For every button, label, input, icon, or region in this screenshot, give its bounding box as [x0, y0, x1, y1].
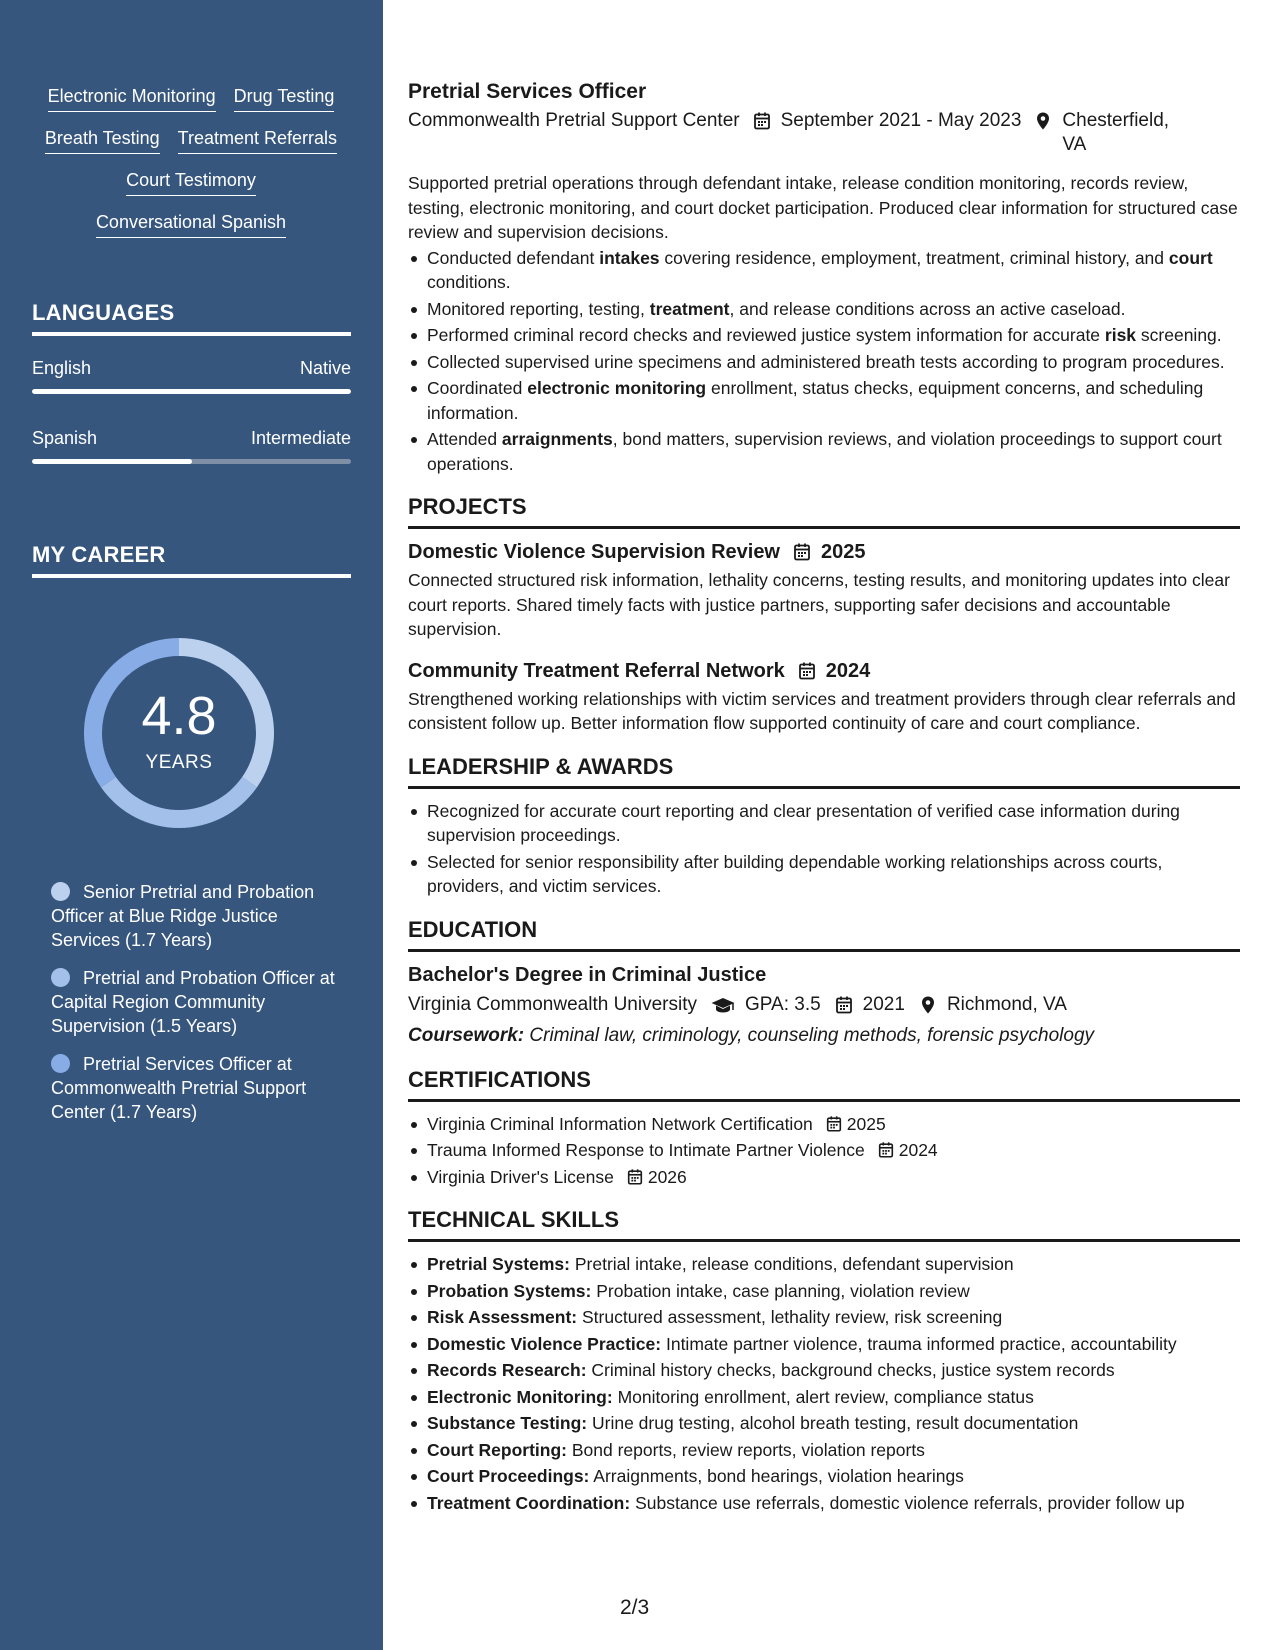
education-location-group	[918, 992, 1067, 1018]
certification-item	[408, 1112, 1240, 1137]
technical-skills-heading: TECHNICAL SKILLS	[408, 1207, 1240, 1242]
project-description: Connected structured risk information, lethality concerns, testing results, and monitoring updates into clear court reports. Shared timely facts with justice partners, supporting safer decisions and accountable supervision.	[408, 570, 1230, 639]
language-level: Native	[299, 358, 351, 378]
technical-skill-value: Pretrial intake, release conditions, defendant supervision	[574, 1254, 1014, 1274]
certification-name: Virginia Criminal Information Network Certification	[427, 1113, 813, 1134]
technical-skill-label: Treatment Coordination:	[427, 1492, 631, 1513]
language-name: Spanish	[32, 428, 98, 448]
technical-skill-value: Criminal history checks, background checks, justice system records	[591, 1360, 1115, 1380]
technical-skill-value: Structured assessment, lethality review, risk screening	[582, 1307, 1003, 1327]
projects-list	[408, 539, 1240, 736]
language-row-english	[32, 358, 351, 379]
technical-skill-label: Substance Testing:	[427, 1413, 588, 1433]
education-entry	[408, 962, 1240, 1049]
job-meta	[408, 109, 1240, 157]
technical-skill-value: Bond reports, review reports, violation reports	[571, 1439, 925, 1460]
technical-skill-label: Probation Systems:	[427, 1280, 592, 1301]
education-gpa-group	[710, 992, 821, 1018]
technical-skill-value: Urine drug testing, alcohol breath testing, result documentation	[592, 1413, 1079, 1433]
technical-skill-label: Court Proceedings:	[427, 1466, 590, 1486]
project-title-row	[408, 658, 1240, 684]
project-year: 2024	[825, 659, 871, 682]
education-location: Richmond, VA	[946, 993, 1067, 1015]
language-name: English	[32, 358, 92, 378]
career-total-unit: YEARS	[145, 752, 213, 773]
job-company: Commonwealth Pretrial Support Center	[408, 110, 740, 131]
technical-skill-item	[408, 1305, 1240, 1330]
certification-year: 2026	[647, 1166, 687, 1187]
career-donut-center	[66, 620, 292, 846]
language-bar-english	[32, 389, 351, 394]
project-title: Domestic Violence Supervision Review	[408, 541, 780, 563]
graduation-cap-icon	[710, 994, 736, 1016]
calendar-icon	[626, 1167, 644, 1187]
coursework-text: Criminal law, criminology, counseling methods, forensic psychology	[529, 1024, 1095, 1046]
career-dot	[51, 1054, 70, 1073]
technical-skill-value: Substance use referrals, domestic violence referrals, provider follow up	[635, 1492, 1185, 1513]
sidebar	[0, 0, 383, 1650]
career-item-text: Pretrial Services Officer at Commonwealth Pretrial Support Center (1.7 Years)	[51, 1054, 307, 1122]
language-level: Intermediate	[250, 428, 351, 448]
language-bar-fill	[32, 459, 192, 464]
technical-skill-label: Risk Assessment:	[427, 1307, 578, 1327]
technical-skill-label: Court Reporting:	[427, 1439, 567, 1460]
calendar-icon	[834, 994, 854, 1016]
technical-skill-label: Domestic Violence Practice:	[427, 1333, 662, 1354]
technical-skill-item	[408, 1411, 1240, 1436]
certification-year: 2024	[898, 1140, 938, 1160]
job-bullet: Conducted defendant intakes covering residence, employment, treatment, criminal history, and court conditions.	[408, 246, 1240, 295]
project-title: Community Treatment Referral Network	[408, 659, 785, 682]
technical-skill-item	[408, 1385, 1240, 1410]
job-location-group	[1033, 109, 1183, 157]
certification-name: Trauma Informed Response to Intimate Partner Violence	[427, 1140, 865, 1160]
skill-tag: Conversational Spanish	[96, 210, 286, 238]
languages-heading: LANGUAGES	[32, 300, 351, 336]
skill-tags	[32, 84, 350, 238]
technical-skill-item	[408, 1491, 1240, 1516]
calendar-icon	[825, 1114, 843, 1134]
technical-skill-value: Intimate partner violence, trauma informed practice, accountability	[665, 1333, 1177, 1354]
technical-skill-item	[408, 1438, 1240, 1463]
job-dates-group	[752, 109, 1022, 157]
project-description: Strengthened working relationships with victim services and treatment providers through clear referrals and consistent follow up. Better information flow supported continuity of care and court compliance.	[408, 688, 1236, 733]
career-donut	[66, 620, 292, 846]
certification-item	[408, 1138, 1240, 1163]
career-item	[51, 1052, 341, 1124]
page-number: 2/3	[620, 1596, 650, 1619]
calendar-icon	[792, 541, 812, 563]
technical-skill-item	[408, 1358, 1240, 1383]
technical-skill-value: Monitoring enrollment, alert review, compliance status	[617, 1386, 1034, 1407]
coursework-label: Coursework:	[408, 1024, 525, 1046]
education-year: 2021	[862, 993, 905, 1015]
skill-tag: Treatment Referrals	[178, 126, 337, 154]
leadership-item: Recognized for accurate court reporting and clear presentation of verified case information during supervision proceedings.	[408, 799, 1240, 848]
education-school: Virginia Commonwealth University	[408, 993, 697, 1015]
career-item	[51, 880, 341, 952]
technical-skill-item	[408, 1464, 1240, 1489]
calendar-icon	[877, 1140, 895, 1160]
technical-skill-label: Pretrial Systems:	[427, 1254, 570, 1274]
project-year: 2025	[821, 541, 866, 563]
project-title-row	[408, 539, 1240, 565]
job-bullet: Attended arraignments, bond matters, supervision reviews, and violation proceedings to support court operations.	[408, 427, 1240, 476]
education-heading: EDUCATION	[408, 917, 1240, 952]
project-item	[408, 539, 1240, 642]
job-bullet: Collected supervised urine specimens and administered breath tests according to program procedures.	[408, 350, 1240, 375]
language-bar-fill	[32, 389, 351, 394]
career-item-text: Pretrial and Probation Officer at Capital Region Community Supervision (1.5 Years)	[51, 968, 335, 1036]
language-bar-spanish	[32, 459, 351, 464]
technical-skill-item	[408, 1279, 1240, 1304]
projects-heading: PROJECTS	[408, 494, 1240, 529]
leadership-item: Selected for senior responsibility after building dependable working relationships across courts, providers, and victim services.	[408, 850, 1240, 899]
calendar-icon	[797, 660, 817, 682]
career-item-text: Senior Pretrial and Probation Officer at Blue Ridge Justice Services (1.7 Years)	[51, 882, 315, 950]
job-bullet: Coordinated electronic monitoring enrollment, status checks, equipment concerns, and scheduling information.	[408, 376, 1240, 425]
experience-entry	[408, 78, 1240, 476]
main-content	[408, 78, 1240, 1517]
skill-tag: Court Testimony	[126, 168, 256, 196]
skill-tag: Breath Testing	[45, 126, 160, 154]
career-total-value: 4.8	[141, 686, 217, 746]
leadership-heading: LEADERSHIP & AWARDS	[408, 754, 1240, 789]
certification-item	[408, 1165, 1240, 1190]
language-row-spanish	[32, 428, 351, 449]
technical-skill-item	[408, 1252, 1240, 1277]
career-heading: MY CAREER	[32, 542, 351, 578]
job-title: Pretrial Services Officer	[408, 80, 647, 103]
job-bullet: Monitored reporting, testing, treatment, and release conditions across an active caseload.	[408, 297, 1240, 322]
certifications-heading: CERTIFICATIONS	[408, 1067, 1240, 1102]
job-bullets	[408, 246, 1240, 477]
skill-tag: Drug Testing	[234, 84, 335, 112]
job-location: Chesterfield, VA	[1062, 110, 1170, 155]
certification-name: Virginia Driver's License	[427, 1166, 614, 1187]
career-list	[51, 880, 341, 1138]
job-summary: Supported pretrial operations through defendant intake, release condition monitoring, records review, testing, electronic monitoring, and court docket participation. Produced clear information for structured case review and supervision decisions.	[408, 173, 1238, 242]
technical-skill-value: Arraignments, bond hearings, violation hearings	[593, 1466, 964, 1486]
job-dates: September 2021 - May 2023	[780, 110, 1022, 131]
calendar-icon	[752, 109, 772, 133]
map-pin-icon	[918, 994, 938, 1016]
career-item	[51, 966, 341, 1038]
career-dot	[51, 968, 70, 987]
job-bullet: Performed criminal record checks and reviewed justice system information for accurate risk screening.	[408, 323, 1240, 348]
education-coursework	[408, 1023, 1240, 1049]
education-year-group	[834, 992, 905, 1018]
education-meta	[408, 992, 1240, 1018]
career-dot	[51, 882, 70, 901]
education-gpa: GPA: 3.5	[744, 993, 821, 1015]
certifications-list	[408, 1112, 1240, 1190]
technical-skills-list	[408, 1252, 1240, 1515]
map-pin-icon	[1033, 109, 1053, 133]
skill-tag: Electronic Monitoring	[48, 84, 216, 112]
technical-skill-item	[408, 1332, 1240, 1357]
technical-skill-label: Records Research:	[427, 1360, 587, 1380]
leadership-list	[408, 799, 1240, 899]
project-item	[408, 658, 1240, 736]
technical-skill-value: Probation intake, case planning, violation review	[596, 1280, 970, 1301]
technical-skill-label: Electronic Monitoring:	[427, 1386, 613, 1407]
certification-year: 2025	[846, 1113, 886, 1134]
education-degree: Bachelor's Degree in Criminal Justice	[408, 963, 767, 986]
education-school-group	[408, 992, 697, 1018]
